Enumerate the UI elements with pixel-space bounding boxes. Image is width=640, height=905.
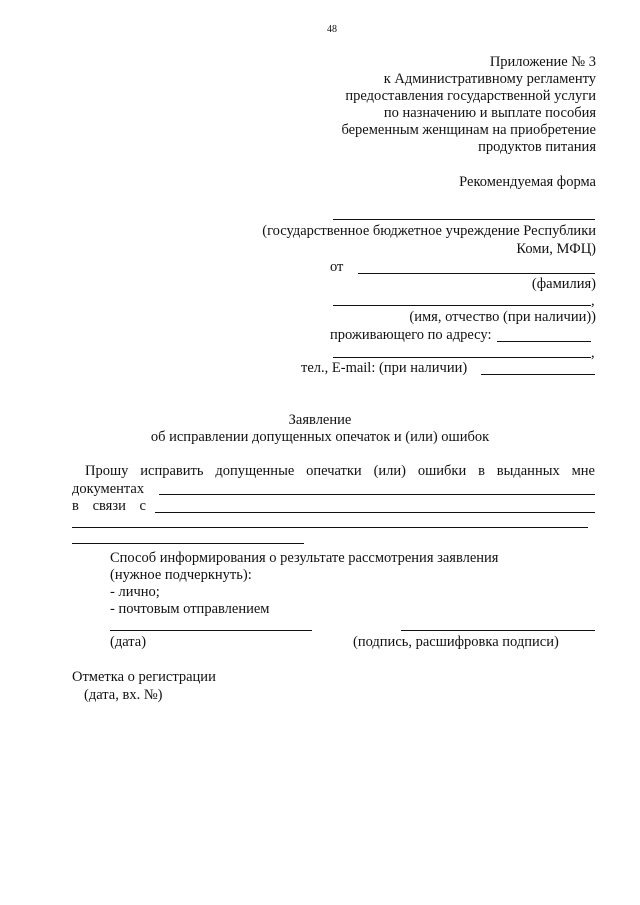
- notification-option-personal: - лично;: [110, 584, 160, 600]
- request-word: (или): [373, 463, 406, 479]
- registration-label: Отметка о регистрации: [72, 669, 216, 685]
- documents-line: [159, 494, 595, 495]
- appendix-line: продуктов питания: [478, 139, 596, 155]
- surname-caption: (фамилия): [531, 276, 596, 292]
- in-connection-label: [72, 498, 146, 515]
- request-word: ошибки: [417, 463, 467, 479]
- request-word: Прошу: [85, 463, 129, 479]
- request-word: в: [478, 463, 485, 479]
- appendix-line: предоставления государственной услуги: [345, 88, 596, 104]
- registration-caption: (дата, вх. №): [84, 687, 163, 703]
- appendix-line: Приложение № 3: [489, 54, 596, 70]
- appendix-header: [341, 54, 596, 156]
- date-caption: (дата): [110, 634, 147, 650]
- appendix-line: к Административному регламенту: [383, 71, 596, 87]
- signature-caption: (подпись, расшифровка подписи): [353, 634, 559, 650]
- contact-label: тел., E-mail: (при наличии): [301, 360, 468, 376]
- notification-option-mail: - почтовым отправлением: [110, 601, 270, 617]
- notification-heading: Способ информирования о результате рассмотрения заявления: [110, 550, 499, 566]
- request-word: исправить: [140, 463, 204, 479]
- request-word: опечатки: [306, 463, 362, 479]
- comma: ,: [591, 345, 595, 361]
- contact-line: [481, 374, 595, 375]
- reason-line-2: [72, 527, 588, 528]
- documents-label: документах: [72, 481, 145, 497]
- surname-line: [358, 273, 595, 274]
- date-line: [110, 630, 312, 631]
- address-line-2: [333, 357, 591, 358]
- appendix-line: по назначению и выплате пособия: [383, 105, 596, 121]
- reason-line-3: [72, 543, 304, 544]
- statement-title: Заявление: [288, 412, 352, 428]
- request-word: мне: [571, 463, 595, 479]
- page-number: 48: [327, 24, 337, 35]
- reason-line-1: [155, 512, 595, 513]
- institution-line: [333, 219, 595, 220]
- connection-word: в: [72, 498, 79, 514]
- recommended-form-label: Рекомендуемая форма: [459, 174, 596, 190]
- notification-instruction: (нужное подчеркнуть):: [110, 567, 252, 583]
- request-line: [85, 463, 595, 480]
- institution-caption-2: Коми, МФЦ): [516, 241, 596, 257]
- request-word: допущенные: [215, 463, 295, 479]
- comma: ,: [591, 293, 595, 309]
- connection-word: связи: [92, 498, 126, 514]
- name-line: [333, 305, 591, 306]
- statement-subtitle: об исправлении допущенных опечаток и (или) ошибок: [150, 429, 490, 445]
- connection-word: с: [139, 498, 146, 514]
- appendix-line: беременным женщинам на приобретение: [341, 122, 596, 138]
- from-label: от: [330, 259, 344, 275]
- address-line-1: [497, 341, 591, 342]
- request-word: выданных: [496, 463, 560, 479]
- signature-line: [401, 630, 595, 631]
- institution-caption-1: (государственное бюджетное учреждение Республики: [262, 223, 596, 239]
- address-label: проживающего по адресу:: [330, 327, 492, 343]
- name-caption: (имя, отчество (при наличии)): [409, 309, 596, 325]
